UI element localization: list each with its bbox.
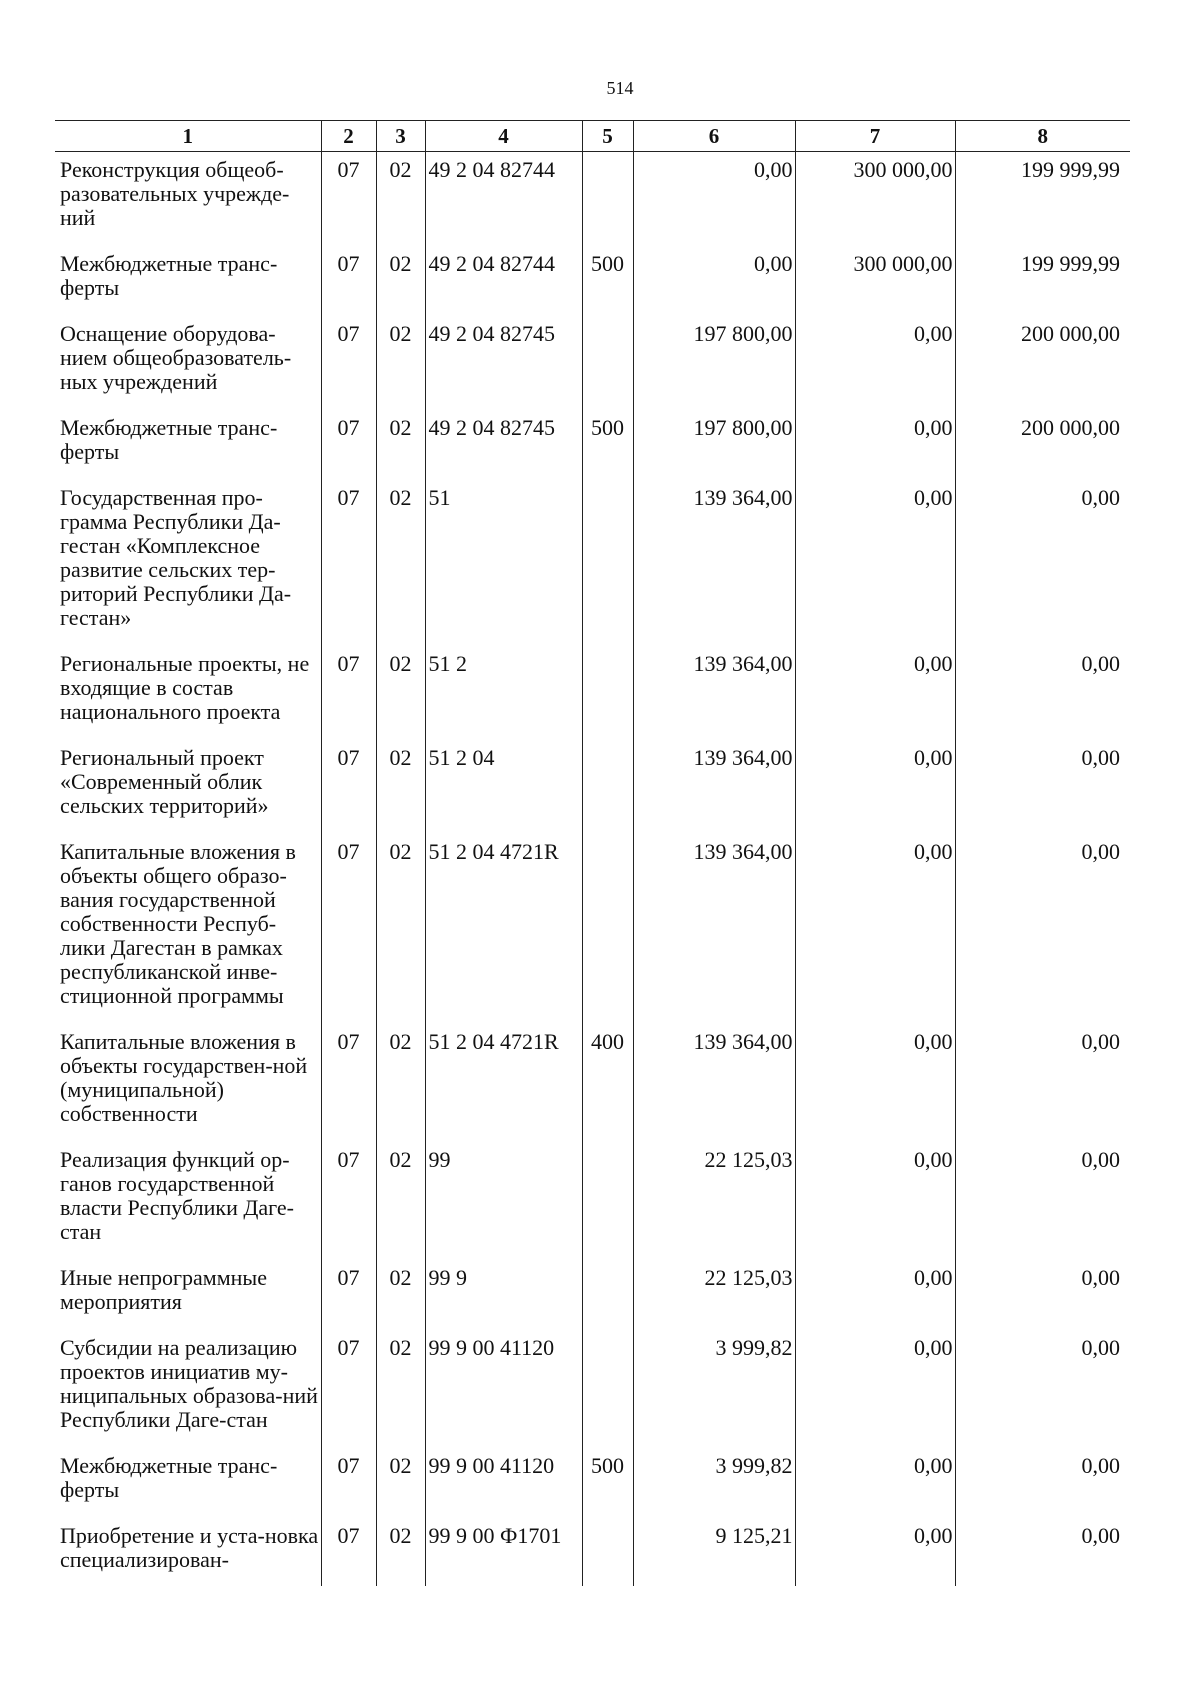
amount-col7-cell: 0,00 xyxy=(795,834,955,1024)
amount-col6-cell: 22 125,03 xyxy=(633,1260,795,1330)
table-row xyxy=(55,246,1130,316)
subsection-code-cell: 02 xyxy=(376,740,425,834)
target-article-cell: 49 2 04 82744 xyxy=(425,152,582,247)
subsection-code-cell: 02 xyxy=(376,834,425,1024)
row-name-cell: Иные непрограммные мероприятия xyxy=(60,1265,267,1314)
section-code-cell: 07 xyxy=(321,1260,376,1330)
amount-col7-cell: 0,00 xyxy=(795,410,955,480)
column-header: 2 xyxy=(321,121,376,152)
row-name-cell: Реализация функций ор-ганов государственной власти Республики Даге-стан xyxy=(60,1147,294,1244)
amount-col6-cell: 139 364,00 xyxy=(633,1024,795,1142)
expense-type-cell xyxy=(582,1142,633,1260)
row-name-cell: Региональные проекты, не входящие в состав национального проекта xyxy=(60,651,310,724)
amount-col8-cell: 0,00 xyxy=(955,1448,1130,1518)
target-article-cell: 99 9 00 41120 xyxy=(425,1330,582,1448)
amount-col6-cell: 3 999,82 xyxy=(633,1330,795,1448)
expense-type-cell xyxy=(582,740,633,834)
subsection-code-cell: 02 xyxy=(376,246,425,316)
amount-col8-cell: 200 000,00 xyxy=(955,410,1130,480)
section-code-cell: 07 xyxy=(321,316,376,410)
table-row xyxy=(55,410,1130,480)
amount-col7-cell: 0,00 xyxy=(795,1142,955,1260)
amount-col8-cell: 0,00 xyxy=(955,1518,1130,1586)
subsection-code-cell: 02 xyxy=(376,1260,425,1330)
amount-col8-cell: 200 000,00 xyxy=(955,316,1130,410)
section-code-cell: 07 xyxy=(321,480,376,646)
subsection-code-cell: 02 xyxy=(376,646,425,740)
expense-type-cell: 500 xyxy=(582,246,633,316)
target-article-cell: 51 2 xyxy=(425,646,582,740)
row-name-cell: Оснащение оборудова-нием общеобразователь-ных учреждений xyxy=(60,321,292,394)
amount-col7-cell: 0,00 xyxy=(795,646,955,740)
amount-col7-cell: 0,00 xyxy=(795,316,955,410)
table-header-row xyxy=(55,121,1130,152)
section-code-cell: 07 xyxy=(321,1330,376,1448)
section-code-cell: 07 xyxy=(321,740,376,834)
table-row xyxy=(55,1448,1130,1518)
table-row xyxy=(55,152,1130,247)
row-name-cell: Капитальные вложения в объекты государствен-ной (муниципальной) собственности xyxy=(60,1029,308,1126)
row-name-cell: Государственная про-грамма Республики Да-гестан «Комплексное развитие сельских тер-риторий Республики Да-гестан» xyxy=(60,485,292,630)
table-row xyxy=(55,1142,1130,1260)
row-name-cell: Региональный проект «Современный облик сельских территорий» xyxy=(60,745,269,818)
section-code-cell: 07 xyxy=(321,1448,376,1518)
target-article-cell: 49 2 04 82744 xyxy=(425,246,582,316)
row-name-cell: Капитальные вложения в объекты общего образо-вания государственной собственности Респуб-лики Дагестан в рамках республиканской инве-стиционной программы xyxy=(60,839,296,1008)
column-header: 6 xyxy=(633,121,795,152)
table-row xyxy=(55,740,1130,834)
page-number: 514 xyxy=(606,78,634,98)
section-code-cell: 07 xyxy=(321,410,376,480)
table-row xyxy=(55,646,1130,740)
target-article-cell: 99 9 00 41120 xyxy=(425,1448,582,1518)
section-code-cell: 07 xyxy=(321,1142,376,1260)
target-article-cell: 99 9 xyxy=(425,1260,582,1330)
amount-col7-cell: 0,00 xyxy=(795,1518,955,1586)
subsection-code-cell: 02 xyxy=(376,1518,425,1586)
amount-col7-cell: 0,00 xyxy=(795,1330,955,1448)
subsection-code-cell: 02 xyxy=(376,1330,425,1448)
table-row xyxy=(55,1330,1130,1448)
row-name-cell: Приобретение и уста-новка специализирован- xyxy=(60,1523,319,1572)
column-header: 8 xyxy=(955,121,1130,152)
amount-col7-cell: 300 000,00 xyxy=(795,246,955,316)
expense-type-cell: 500 xyxy=(582,410,633,480)
section-code-cell: 07 xyxy=(321,152,376,247)
section-code-cell: 07 xyxy=(321,646,376,740)
target-article-cell: 99 9 00 Ф1701 xyxy=(425,1518,582,1586)
amount-col8-cell: 0,00 xyxy=(955,480,1130,646)
amount-col6-cell: 3 999,82 xyxy=(633,1448,795,1518)
amount-col6-cell: 0,00 xyxy=(633,246,795,316)
expense-type-cell xyxy=(582,834,633,1024)
amount-col7-cell: 0,00 xyxy=(795,1260,955,1330)
target-article-cell: 51 2 04 4721R xyxy=(425,1024,582,1142)
table-row xyxy=(55,1518,1130,1586)
subsection-code-cell: 02 xyxy=(376,152,425,247)
amount-col8-cell: 0,00 xyxy=(955,1330,1130,1448)
amount-col7-cell: 300 000,00 xyxy=(795,152,955,247)
subsection-code-cell: 02 xyxy=(376,480,425,646)
subsection-code-cell: 02 xyxy=(376,1448,425,1518)
amount-col6-cell: 139 364,00 xyxy=(633,480,795,646)
amount-col6-cell: 197 800,00 xyxy=(633,410,795,480)
budget-table xyxy=(55,120,1130,1586)
expense-type-cell xyxy=(582,1260,633,1330)
table-row xyxy=(55,316,1130,410)
column-header: 3 xyxy=(376,121,425,152)
section-code-cell: 07 xyxy=(321,246,376,316)
amount-col8-cell: 0,00 xyxy=(955,1142,1130,1260)
amount-col8-cell: 0,00 xyxy=(955,834,1130,1024)
column-header: 4 xyxy=(425,121,582,152)
row-name-cell: Реконструкция общеоб-разовательных учрежде-ний xyxy=(60,157,290,230)
subsection-code-cell: 02 xyxy=(376,1142,425,1260)
amount-col8-cell: 0,00 xyxy=(955,646,1130,740)
table-row xyxy=(55,834,1130,1024)
amount-col6-cell: 139 364,00 xyxy=(633,646,795,740)
subsection-code-cell: 02 xyxy=(376,1024,425,1142)
amount-col7-cell: 0,00 xyxy=(795,480,955,646)
table-row xyxy=(55,480,1130,646)
amount-col6-cell: 0,00 xyxy=(633,152,795,247)
column-header: 7 xyxy=(795,121,955,152)
target-article-cell: 99 xyxy=(425,1142,582,1260)
target-article-cell: 49 2 04 82745 xyxy=(425,316,582,410)
subsection-code-cell: 02 xyxy=(376,316,425,410)
table-body xyxy=(55,152,1130,1587)
amount-col8-cell: 0,00 xyxy=(955,1024,1130,1142)
expense-type-cell xyxy=(582,1330,633,1448)
amount-col8-cell: 0,00 xyxy=(955,1260,1130,1330)
amount-col6-cell: 197 800,00 xyxy=(633,316,795,410)
target-article-cell: 51 2 04 xyxy=(425,740,582,834)
column-header: 5 xyxy=(582,121,633,152)
amount-col8-cell: 199 999,99 xyxy=(955,246,1130,316)
amount-col7-cell: 0,00 xyxy=(795,740,955,834)
expense-type-cell xyxy=(582,480,633,646)
section-code-cell: 07 xyxy=(321,1024,376,1142)
expense-type-cell xyxy=(582,316,633,410)
amount-col8-cell: 0,00 xyxy=(955,740,1130,834)
expense-type-cell xyxy=(582,152,633,247)
expense-type-cell xyxy=(582,646,633,740)
table-row xyxy=(55,1260,1130,1330)
expense-type-cell: 500 xyxy=(582,1448,633,1518)
amount-col8-cell: 199 999,99 xyxy=(955,152,1130,247)
table-row xyxy=(55,1024,1130,1142)
target-article-cell: 51 xyxy=(425,480,582,646)
expense-type-cell: 400 xyxy=(582,1024,633,1142)
amount-col7-cell: 0,00 xyxy=(795,1024,955,1142)
amount-col6-cell: 139 364,00 xyxy=(633,834,795,1024)
target-article-cell: 51 2 04 4721R xyxy=(425,834,582,1024)
amount-col6-cell: 139 364,00 xyxy=(633,740,795,834)
row-name-cell: Межбюджетные транс-ферты xyxy=(60,251,278,300)
amount-col6-cell: 22 125,03 xyxy=(633,1142,795,1260)
amount-col7-cell: 0,00 xyxy=(795,1448,955,1518)
row-name-cell: Субсидии на реализацию проектов инициатив му-ниципальных образова-ний Республики Даге-стан xyxy=(60,1335,318,1432)
expense-type-cell xyxy=(582,1518,633,1586)
target-article-cell: 49 2 04 82745 xyxy=(425,410,582,480)
amount-col6-cell: 9 125,21 xyxy=(633,1518,795,1586)
subsection-code-cell: 02 xyxy=(376,410,425,480)
section-code-cell: 07 xyxy=(321,834,376,1024)
row-name-cell: Межбюджетные транс-ферты xyxy=(60,1453,278,1502)
row-name-cell: Межбюджетные транс-ферты xyxy=(60,415,278,464)
column-header: 1 xyxy=(55,121,321,152)
section-code-cell: 07 xyxy=(321,1518,376,1586)
